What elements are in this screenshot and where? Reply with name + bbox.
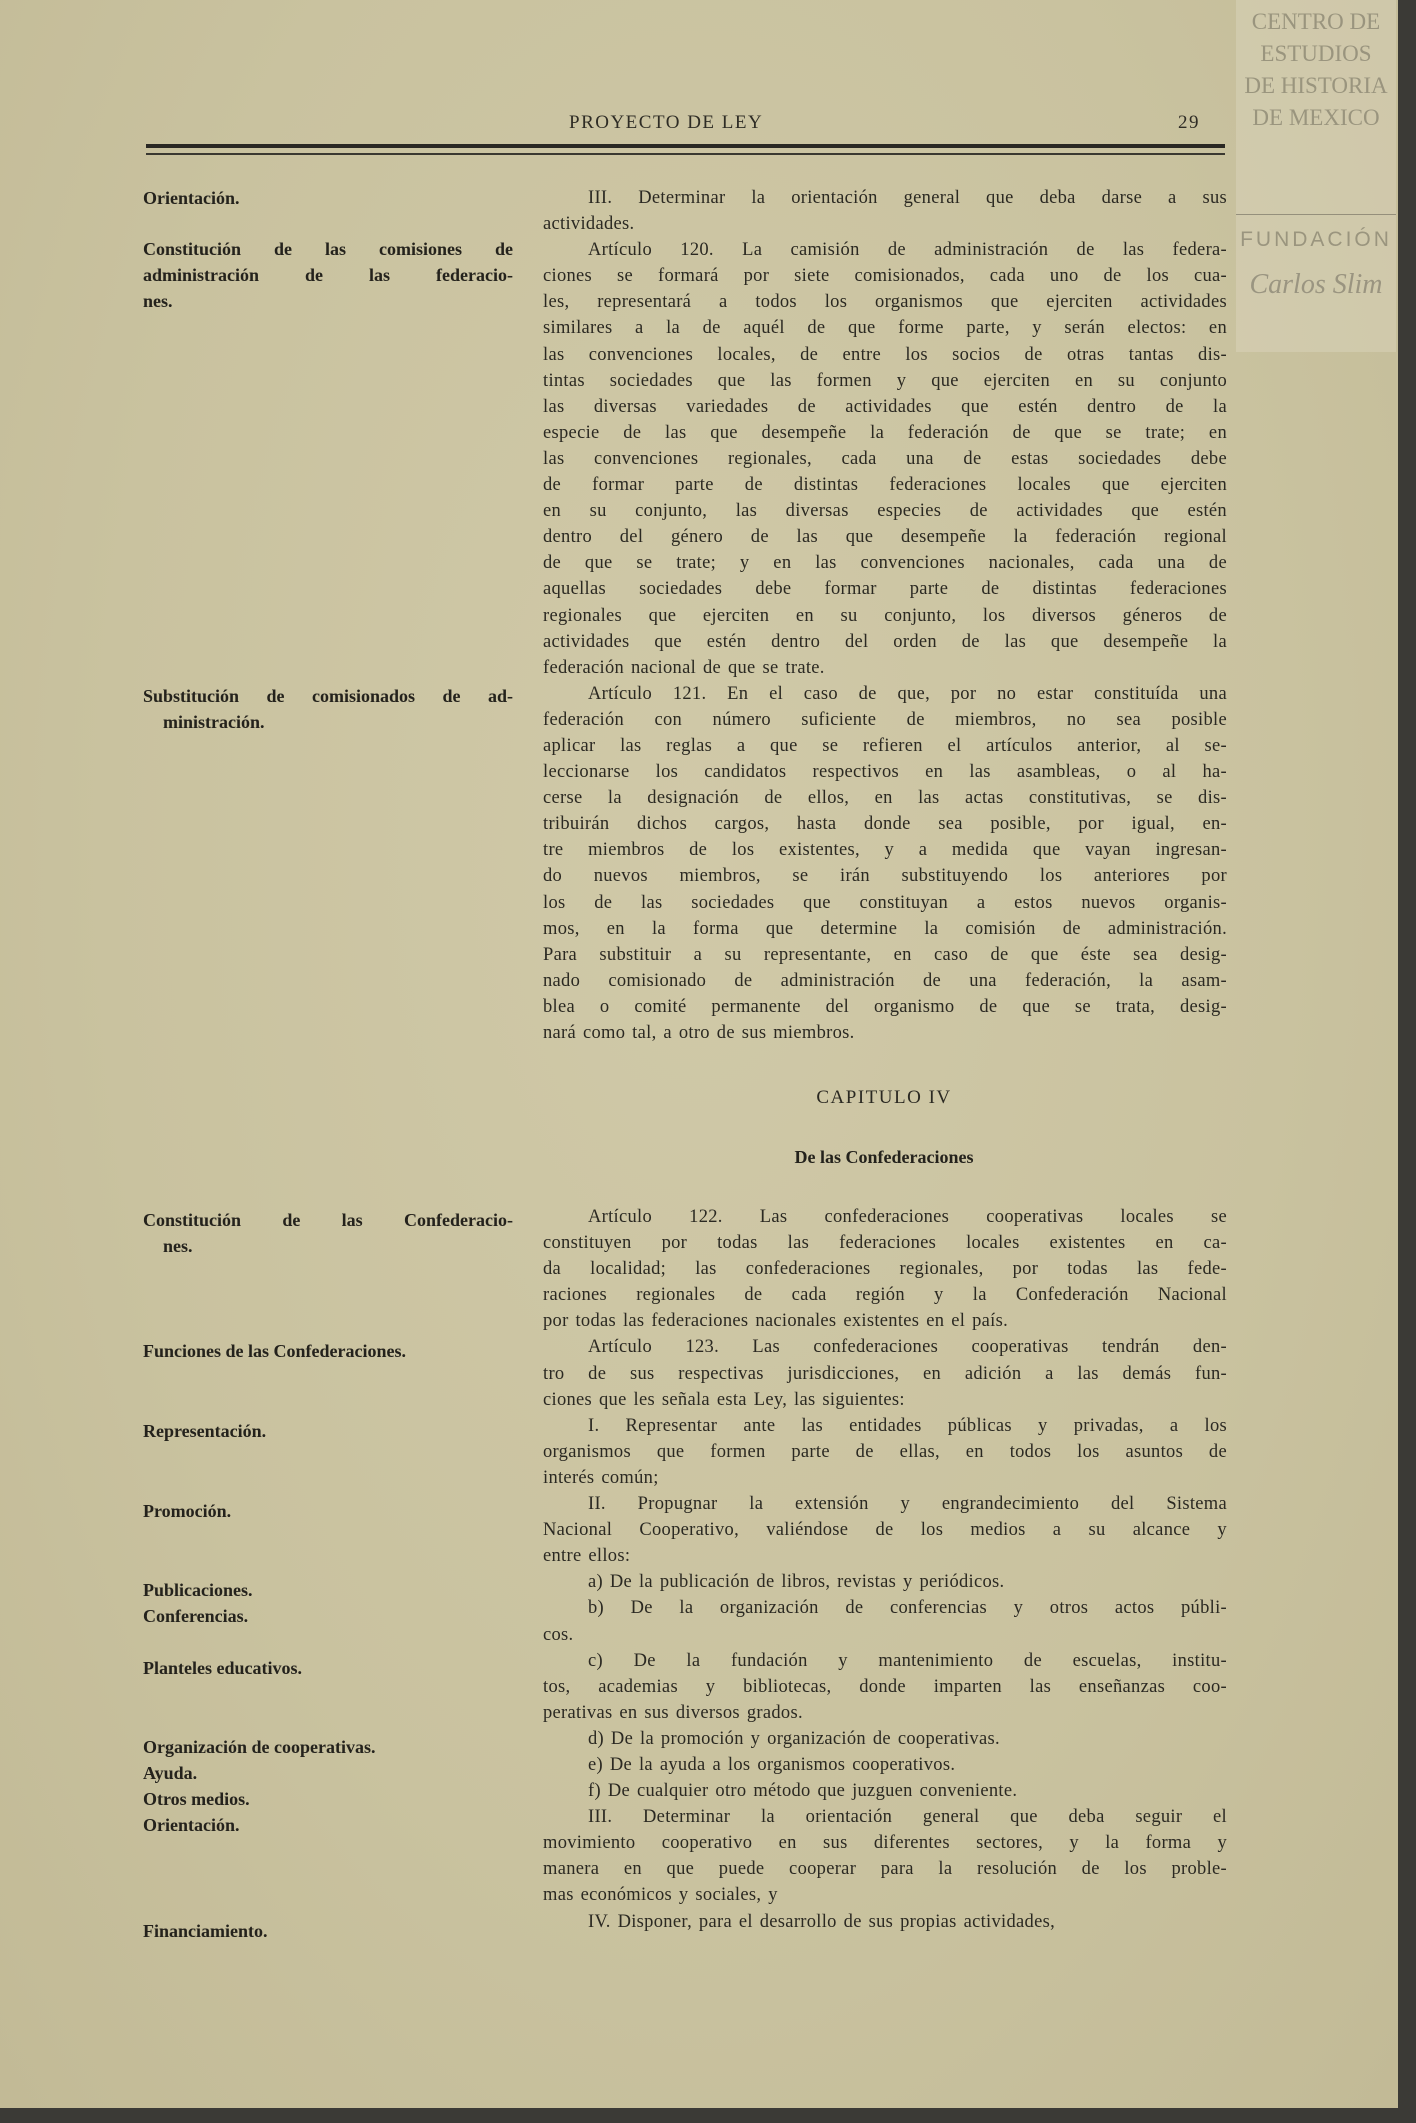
paragraph	[543, 1204, 1227, 1334]
text-line: mos, en la forma que determine la comisión de administración.	[543, 918, 1227, 939]
text-line: tre miembros de los existentes, y a medida que vayan ingresan-	[543, 840, 1227, 861]
watermark-text: CENTRO DE	[1251, 9, 1381, 34]
sidenote-line: Ayuda.	[143, 1763, 198, 1783]
sidenote-substitucion	[143, 683, 513, 735]
text-line: de formar parte de distintas federaciones locales que ejerciten	[543, 475, 1227, 496]
text-line: nará como tal, a otro de sus miembros.	[543, 1023, 855, 1043]
text-line: Nacional Cooperativo, valiéndose de los medios a su alcance y	[543, 1520, 1227, 1541]
text-line: mas económicos y sociales, y	[543, 1885, 778, 1906]
paragraph	[543, 1726, 1227, 1752]
sidenote-financiamiento	[143, 1918, 513, 1944]
text-line: tos, academias y bibliotecas, donde imparten las enseñanzas coo-	[543, 1676, 1227, 1697]
watermark-text: FUNDACIÓN	[1240, 228, 1392, 251]
text-line: federación nacional de que se trate.	[543, 657, 825, 678]
text-line: IV. Disponer, para el desarrollo de sus propias actividades,	[588, 1911, 1056, 1932]
text-line: manera en que puede cooperar para la resolución de los proble-	[543, 1859, 1227, 1880]
paragraph	[543, 1778, 1227, 1804]
watermark-text: DE HISTORIA	[1244, 73, 1388, 98]
chapter-subtitle: De las Confederaciones	[794, 1147, 974, 1167]
text-line: II. Propugnar la extensión y engrandecimiento del Sistema	[588, 1494, 1227, 1515]
sidenote-publicaciones	[143, 1577, 513, 1603]
paragraph	[543, 1752, 1227, 1778]
sidenote-line: Funciones de las Confederaciones.	[143, 1341, 406, 1361]
text-line: Artículo 121. En el caso de que, por no estar constituída una	[588, 683, 1227, 704]
paragraph	[543, 1491, 1227, 1569]
sidenote-line: Planteles educativos.	[143, 1658, 302, 1678]
sidenote-line: ministración.	[163, 712, 265, 733]
sidenote-line: administración de las federacio-	[143, 265, 513, 286]
sidenote-line: Constitución de las comisiones de	[143, 239, 513, 259]
text-line: entre ellos:	[543, 1546, 631, 1567]
text-line: aplicar las reglas a que se refieren el artículos anterior, al se-	[543, 735, 1227, 756]
text-line: movimiento cooperativo en sus diferentes sectores, y la forma y	[543, 1833, 1227, 1854]
text-line: Para substituir a su representante, en caso de que éste sea desig-	[543, 944, 1227, 965]
text-line: b) De la organización de conferencias y otros actos públi-	[588, 1598, 1227, 1619]
text-line: Artículo 122. Las confederaciones cooperativas locales se	[588, 1207, 1227, 1227]
text-line: dentro del género de las que desempeñe la federación regional	[543, 527, 1227, 548]
text-line: por todas las federaciones nacionales existentes en el país.	[543, 1311, 1008, 1332]
text-line: Artículo 120. La camisión de administración de las federa-	[588, 240, 1227, 261]
watermark-logo	[1236, 0, 1396, 352]
sidenote-organizacion	[143, 1734, 513, 1760]
running-header: PROYECTO DE LEY	[569, 112, 764, 133]
text-line: do nuevos miembros, se irán substituyendo los anteriores por	[543, 866, 1227, 887]
text-line: en su conjunto, las diversas especies de actividades que estén	[543, 501, 1227, 522]
sidenote-line: nes.	[143, 291, 173, 312]
text-line: d) De la promoción y organización de cooperativas.	[588, 1728, 1000, 1749]
text-line: leccionarse los candidatos respectivos en las asambleas, o al ha-	[543, 762, 1227, 783]
watermark-text: ESTUDIOS	[1260, 41, 1372, 66]
text-line: las convenciones locales, de entre los socios de otras tantas dis-	[543, 344, 1227, 365]
text-line: e) De la ayuda a los organismos cooperativos.	[588, 1754, 956, 1775]
text-line: aquellas sociedades debe formar parte de distintas federaciones	[543, 579, 1227, 600]
text-line: especie de las que desempeñe la federación de que se trate; en	[543, 422, 1227, 443]
watermark-text: DE MEXICO	[1252, 105, 1380, 130]
chapter-title: CAPITULO IV	[816, 1087, 952, 1108]
text-line: tro de sus respectivas jurisdicciones, en adición a las demás fun-	[543, 1363, 1227, 1384]
text-line: constituyen por todas las federaciones locales existentes en ca-	[543, 1233, 1227, 1254]
text-line: los de las sociedades que constituyan a estos nuevos organis-	[543, 892, 1227, 913]
sidenote-planteles	[143, 1655, 513, 1681]
sidenote-constitucion-comisiones	[143, 236, 513, 314]
paragraph	[543, 1413, 1227, 1491]
text-line: blea o comité permanente del organismo de que se trata, desig-	[543, 996, 1227, 1017]
text-line: organismos que formen parte de ellas, en todos los asuntos de	[543, 1441, 1227, 1462]
paragraph	[543, 1909, 1227, 1935]
text-line: federación con número suficiente de miembros, no sea posible	[543, 709, 1227, 730]
watermark-divider	[1236, 214, 1396, 215]
text-line: cerse la designación de ellos, en las actas constitutivas, se dis-	[543, 788, 1227, 809]
paragraph	[543, 1569, 1227, 1595]
text-line: actividades.	[543, 214, 635, 235]
sidenote-line: Publicaciones.	[143, 1580, 253, 1600]
sidenote-orientacion	[143, 185, 513, 211]
paragraph	[543, 237, 1227, 681]
paragraph	[543, 1595, 1227, 1647]
paragraph	[543, 1334, 1227, 1412]
sidenote-promocion	[143, 1498, 513, 1524]
sidenote-constitucion-confederaciones	[143, 1207, 513, 1259]
text-line: f) De cualquier otro método que juzguen conveniente.	[588, 1781, 1018, 1802]
body-text-block-1	[543, 185, 1227, 1046]
text-line: les, representará a todos los organismos que ejerciten actividades	[543, 292, 1227, 313]
text-line: c) De la fundación y mantenimiento de escuelas, institu-	[588, 1650, 1227, 1671]
sidenote-line: Substitución de comisionados de ad-	[143, 686, 513, 706]
text-line: da localidad; las confederaciones regionales, por todas las fede-	[543, 1259, 1227, 1280]
sidenote-ayuda	[143, 1760, 513, 1786]
sidenote-line: Promoción.	[143, 1501, 232, 1521]
watermark-signature: Carlos Slim	[1249, 269, 1383, 300]
text-line: III. Determinar la orientación general que deba darse a sus	[588, 188, 1227, 208]
text-line: interés común;	[543, 1467, 659, 1488]
sidenote-line: Representación.	[143, 1421, 267, 1441]
sidenote-line: Orientación.	[143, 188, 240, 208]
text-line: a) De la publicación de libros, revistas y periódicos.	[588, 1572, 1005, 1593]
paragraph	[543, 681, 1227, 1046]
body-text-block-2	[543, 1204, 1227, 1935]
text-line: Artículo 123. Las confederaciones cooperativas tendrán den-	[588, 1337, 1227, 1358]
text-line: perativas en sus diversos grados.	[543, 1702, 803, 1723]
sidenote-otros-medios	[143, 1786, 513, 1812]
sidenote-line: Conferencias.	[143, 1606, 249, 1626]
text-line: regionales que ejerciten en su conjunto, los diversos géneros de	[543, 605, 1227, 626]
text-line: cos.	[543, 1624, 574, 1645]
sidenote-funciones	[143, 1338, 513, 1364]
header-rule-thin	[146, 153, 1225, 155]
header-rule-thick	[146, 144, 1225, 148]
sidenote-line: Financiamiento.	[143, 1921, 268, 1941]
text-line: nado comisionado de administración de una federación, la asam-	[543, 970, 1227, 991]
text-line: I. Representar ante las entidades públicas y privadas, a los	[588, 1415, 1227, 1436]
sidenote-orientacion-2	[143, 1812, 513, 1838]
text-line: las convenciones regionales, cada una de estas sociedades debe	[543, 448, 1227, 469]
sidenote-line: Constitución de las Confederacio-	[143, 1210, 513, 1230]
sidenote-line: nes.	[163, 1236, 193, 1257]
paragraph	[543, 185, 1227, 237]
sidenote-line: Orientación.	[143, 1815, 240, 1835]
page-number: 29	[1178, 112, 1200, 133]
text-line: las diversas variedades de actividades que estén dentro de la	[543, 396, 1227, 417]
paragraph	[543, 1804, 1227, 1908]
text-line: tintas sociedades que las formen y que ejerciten en su conjunto	[543, 370, 1227, 391]
text-line: raciones regionales de cada región y la Confederación Nacional	[543, 1285, 1227, 1306]
sidenote-line: Otros medios.	[143, 1789, 250, 1809]
sidenote-conferencias	[143, 1603, 513, 1629]
paragraph	[543, 1648, 1227, 1726]
text-line: similares a la de aquél de que forme parte, y serán electos: en	[543, 318, 1227, 339]
text-line: III. Determinar la orientación general que deba seguir el	[588, 1807, 1227, 1828]
text-line: de que se trate; y en las convenciones nacionales, cada una de	[543, 553, 1227, 574]
text-line: tribuirán dichos cargos, hasta donde sea posible, por igual, en-	[543, 814, 1227, 835]
text-line: ciones se formará por siete comisionados, cada uno de los cua-	[543, 266, 1227, 287]
text-line: ciones que les señala esta Ley, las siguientes:	[543, 1389, 905, 1410]
sidenote-representacion	[143, 1418, 513, 1444]
text-line: actividades que estén dentro del orden de las que desempeñe la	[543, 631, 1227, 652]
sidenote-line: Organización de cooperativas.	[143, 1737, 376, 1757]
